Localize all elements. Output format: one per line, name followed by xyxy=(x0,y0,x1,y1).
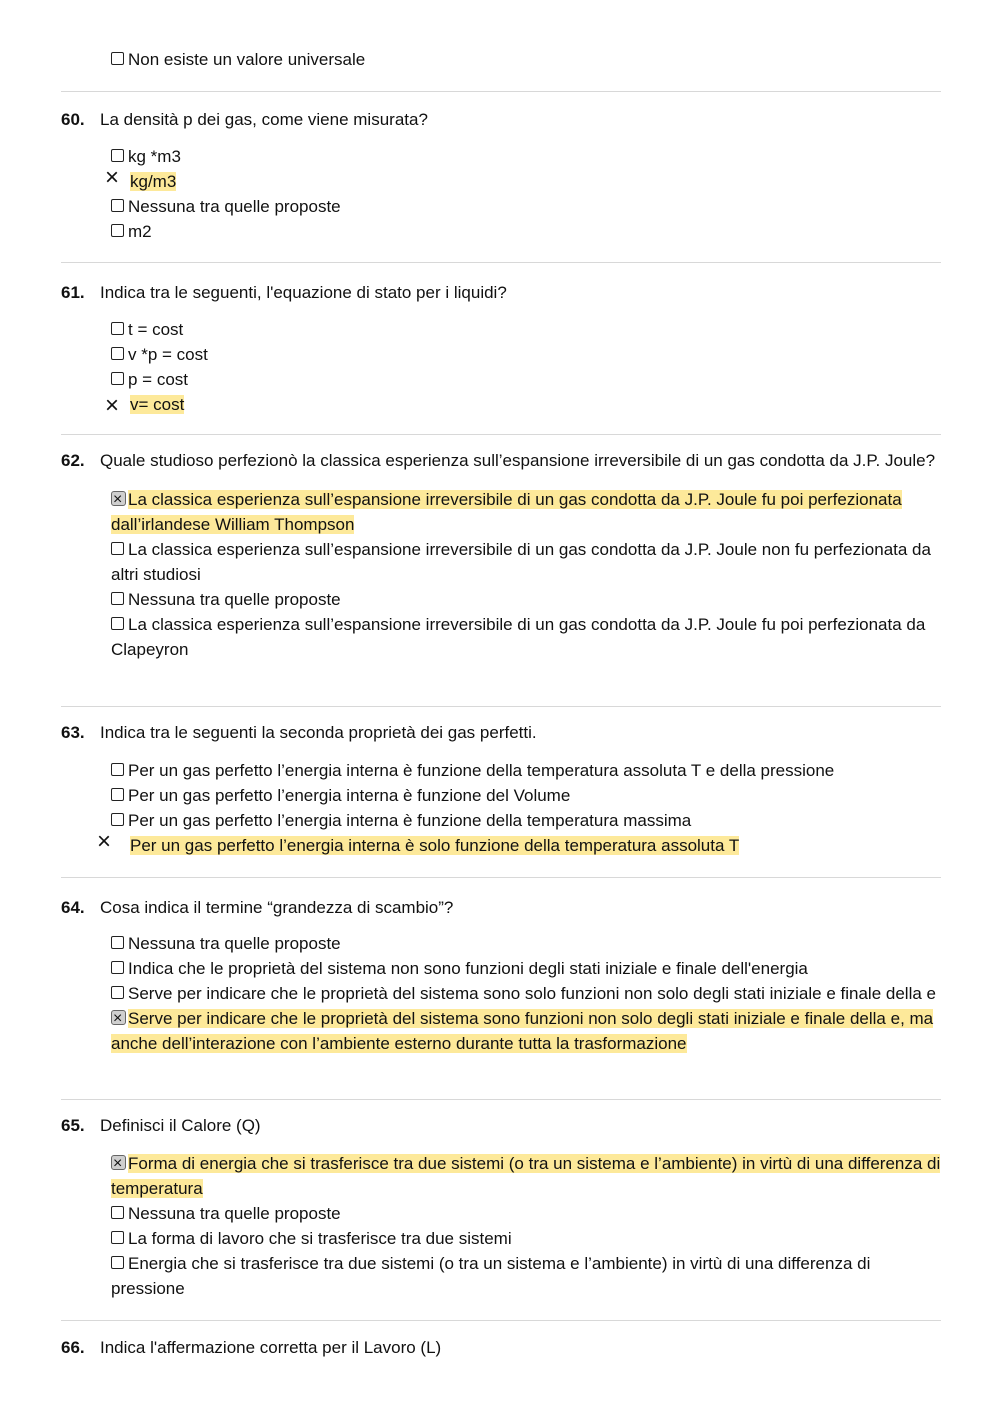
option[interactable]: p = cost xyxy=(111,367,941,392)
option[interactable]: Indica che le proprietà del sistema non sono funzioni degli stati iniziale e finale dell'energia xyxy=(111,956,941,981)
question-text: Definisci il Calore (Q) xyxy=(100,1116,261,1135)
question-number: 66. xyxy=(61,1338,85,1357)
question-text: Cosa indica il termine “grandezza di scambio”? xyxy=(100,898,454,917)
separator xyxy=(61,877,941,878)
checkbox[interactable] xyxy=(111,592,124,605)
question-number: 65. xyxy=(61,1116,85,1135)
option[interactable]: La forma di lavoro che si trasferisce tra due sistemi xyxy=(111,1226,941,1251)
question-text: Indica tra le seguenti la seconda proprietà dei gas perfetti. xyxy=(100,723,537,742)
question-text: La densità p dei gas, come viene misurata? xyxy=(100,110,428,129)
option[interactable]: Nessuna tra quelle proposte xyxy=(111,194,941,219)
option[interactable]: Per un gas perfetto l’energia interna è funzione della temperatura assoluta T e della pressione xyxy=(111,758,941,783)
checkbox[interactable] xyxy=(111,542,124,555)
question-61 xyxy=(61,280,941,417)
option[interactable]: v *p = cost xyxy=(111,342,941,367)
option[interactable]: t = cost xyxy=(111,317,941,342)
option[interactable]: Nessuna tra quelle proposte xyxy=(111,931,941,956)
checkbox[interactable] xyxy=(111,322,124,335)
option[interactable]: Per un gas perfetto l’energia interna è funzione della temperatura massima xyxy=(111,808,941,833)
separator xyxy=(61,1320,941,1321)
checkbox[interactable] xyxy=(111,199,124,212)
separator xyxy=(61,434,941,435)
option-selected[interactable]: ×Serve per indicare che le proprietà del sistema sono funzioni non solo degli stati iniziale e finale della e, ma anche dell’interazione con l’ambiente esterno durante tutta la trasformazione xyxy=(111,1006,941,1056)
option[interactable]: Non esiste un valore universale xyxy=(111,47,941,72)
checkbox[interactable] xyxy=(111,986,124,999)
cross-mark-icon: × xyxy=(105,392,120,419)
checkbox[interactable] xyxy=(111,1256,124,1269)
question-text: Quale studioso perfezionò la classica esperienza sull’espansione irreversibile di un gas condotta da J.P. Joule? xyxy=(100,451,936,470)
question-number: 64. xyxy=(61,898,85,917)
question-number: 63. xyxy=(61,723,85,742)
question-number: 61. xyxy=(61,283,85,302)
question-64 xyxy=(61,895,941,1056)
prev-question-tail xyxy=(61,47,941,72)
option-selected[interactable]: ×La classica esperienza sull’espansione irreversibile di un gas condotta da J.P. Joule fu poi perfezionata dall’irlandese William Thompson xyxy=(111,487,941,537)
checked-checkbox-icon xyxy=(111,1010,126,1025)
question-number: 62. xyxy=(61,451,85,470)
question-number: 60. xyxy=(61,110,85,129)
question-text: Indica l'affermazione corretta per il Lavoro (L) xyxy=(100,1338,442,1357)
checkbox[interactable] xyxy=(111,813,124,826)
option[interactable]: La classica esperienza sull’espansione irreversibile di un gas condotta da J.P. Joule fu poi perfezionata da Clapeyron xyxy=(111,615,926,659)
option-selected[interactable]: × v= cost xyxy=(105,392,185,419)
separator xyxy=(61,706,941,707)
separator xyxy=(61,91,941,92)
option-selected[interactable]: × kg/m3 xyxy=(105,164,177,191)
checkbox[interactable] xyxy=(111,224,124,237)
checkbox[interactable] xyxy=(111,1231,124,1244)
separator xyxy=(61,262,941,263)
checkbox[interactable] xyxy=(111,961,124,974)
checked-checkbox-icon xyxy=(111,491,126,506)
checkbox[interactable] xyxy=(111,149,124,162)
question-66 xyxy=(61,1335,941,1360)
option[interactable]: kg *m3 xyxy=(111,144,941,169)
question-65 xyxy=(61,1113,941,1301)
option[interactable]: Per un gas perfetto l’energia interna è funzione del Volume xyxy=(111,783,941,808)
question-63 xyxy=(61,720,941,858)
option-selected[interactable]: × Per un gas perfetto l’energia interna è solo funzione della temperatura assoluta T xyxy=(97,828,740,855)
option[interactable]: La classica esperienza sull’espansione irreversibile di un gas condotta da J.P. Joule non fu perfezionata da altri studiosi xyxy=(111,540,931,584)
question-62 xyxy=(61,448,941,662)
checkbox[interactable] xyxy=(111,617,124,630)
checkbox[interactable] xyxy=(111,52,124,65)
separator xyxy=(61,1099,941,1100)
checkbox[interactable] xyxy=(111,788,124,801)
option[interactable]: Nessuna tra quelle proposte xyxy=(111,1201,941,1226)
option-selected[interactable]: ×Forma di energia che si trasferisce tra due sistemi (o tra un sistema e l’ambiente) in virtù di una differenza di temperatura xyxy=(111,1151,941,1201)
option[interactable]: Nessuna tra quelle proposte xyxy=(111,587,941,612)
checkbox[interactable] xyxy=(111,763,124,776)
cross-mark-icon: × xyxy=(97,828,112,855)
checked-checkbox-icon xyxy=(111,1155,126,1170)
checkbox[interactable] xyxy=(111,936,124,949)
question-text: Indica tra le seguenti, l'equazione di stato per i liquidi? xyxy=(100,283,507,302)
option[interactable]: m2 xyxy=(111,219,941,244)
option[interactable]: Energia che si trasferisce tra due sistemi (o tra un sistema e l’ambiente) in virtù di una differenza di pressione xyxy=(111,1254,871,1298)
cross-mark-icon: × xyxy=(105,164,120,191)
checkbox[interactable] xyxy=(111,372,124,385)
checkbox[interactable] xyxy=(111,1206,124,1219)
option[interactable]: Serve per indicare che le proprietà del sistema sono solo funzioni non solo degli stati iniziale e finale della e xyxy=(111,981,941,1006)
question-60 xyxy=(61,107,941,244)
checkbox[interactable] xyxy=(111,347,124,360)
